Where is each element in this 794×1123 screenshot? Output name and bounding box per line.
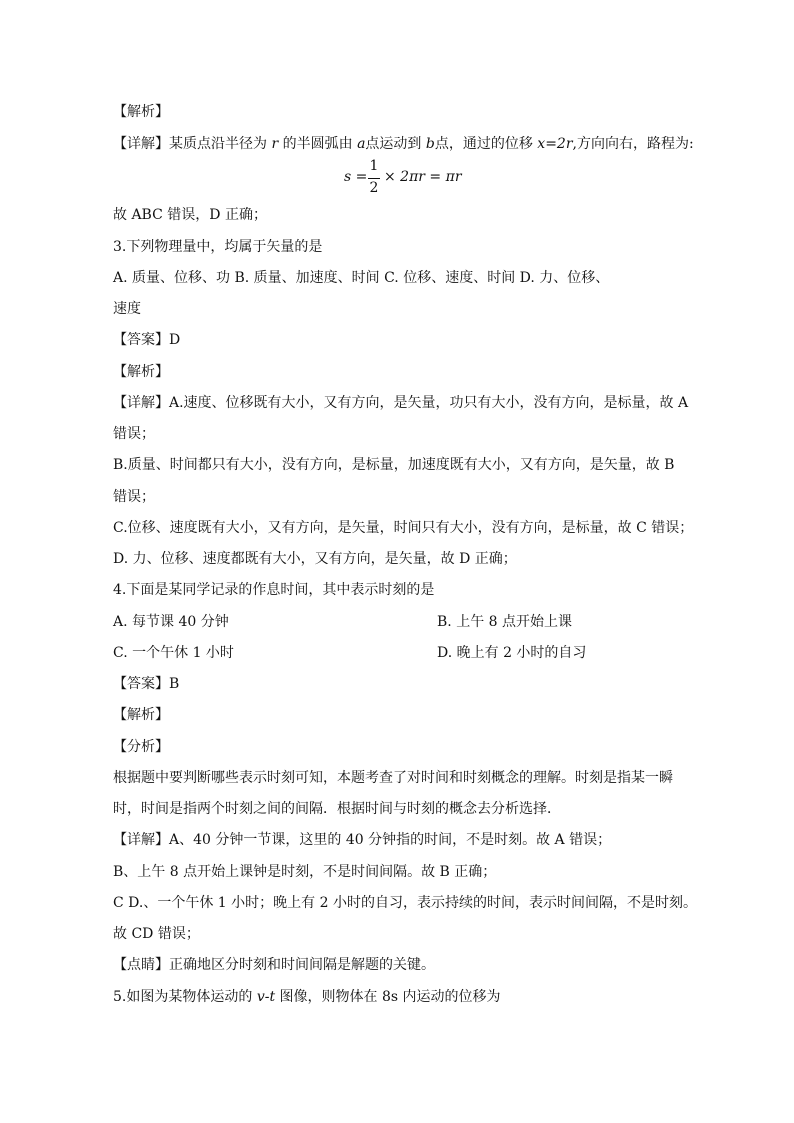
analysis-heading: 【解析】	[113, 104, 169, 120]
q4-detail-cd: C D.、一个午休 1 小时；晚上有 2 小时的自习，表示持续的时间，表示时间间隔，不是时刻。	[113, 895, 697, 911]
q3-detail-b: B.质量、时间都只有大小，没有方向，是标量，加速度既有大小，又有方向，是矢量，故 B	[113, 457, 675, 473]
q4-option-d: D. 晚上有 2 小时的自习	[437, 645, 587, 661]
q2-radius-symbol: r	[271, 136, 279, 152]
q3-detail-c: C.位移、速度既有大小，又有方向，是矢量，时间只有大小，没有方向，是标量，故 C 错误；	[113, 520, 694, 536]
path-length-formula	[344, 158, 484, 202]
q4-stem: 4.下面是某同学记录的作息时间，其中表示时刻的是	[113, 582, 435, 598]
q4-option-c: C. 一个午休 1 小时	[113, 645, 234, 661]
q4-detail-cd-cont: 故 CD 错误；	[113, 926, 200, 942]
q5-stem-prefix: 5.如图为某物体运动的	[113, 989, 257, 1005]
q2-point-a: a	[357, 136, 366, 152]
q4-option-a: A. 每节课 40 分钟	[113, 614, 229, 630]
q2-point-b: b	[425, 136, 435, 152]
q4-option-b: B. 上午 8 点开始上课	[437, 614, 572, 630]
q5-vt-symbol: v-t	[256, 989, 276, 1005]
q2-detail-mid3: 点，通过的位移	[434, 136, 538, 152]
q2-displacement: x=2r	[537, 136, 573, 152]
q3-analysis-heading: 【解析】	[113, 364, 169, 380]
q3-options-cont: 速度	[113, 301, 141, 317]
q3-stem: 3.下列物理量中，均属于矢量的是	[113, 239, 323, 255]
formula-rhs: × 2πr = πr	[384, 169, 462, 185]
q5-stem-suffix: 图像，则物体在 8s 内运动的位移为	[275, 989, 501, 1005]
q3-detail-d: D. 力、位移、速度都既有大小，又有方向，是矢量，故 D 正确；	[113, 551, 517, 567]
q4-fenxi-line2: 时，时间是指两个时刻之间的间隔．根据时间与时刻的概念去分析选择．	[113, 801, 561, 817]
q3-detail-a-cont: 错误；	[113, 426, 155, 442]
q5-stem	[113, 987, 688, 1007]
formula-numerator: 1	[369, 158, 379, 174]
q3-detail-b-cont: 错误；	[113, 489, 155, 505]
q4-fenxi-heading: 【分析】	[113, 739, 169, 755]
q2-detail-mid2: 点运动到	[365, 136, 426, 152]
q3-answer: 【答案】D	[113, 332, 181, 348]
q4-analysis-heading: 【解析】	[113, 707, 169, 723]
q2-conclusion: 故 ABC 错误，D 正确；	[113, 207, 267, 223]
q4-key-point: 【点睛】正确地区分时刻和时间间隔是解题的关键。	[113, 957, 435, 973]
q2-detail-prefix: 【详解】某质点沿半径为	[113, 136, 272, 152]
q4-fenxi-line1: 根据题中要判断哪些表示时刻可知，本题考查了对时间和时刻概念的理解。时刻是指某一瞬	[113, 770, 673, 786]
formula-lhs: s =	[344, 169, 368, 185]
q2-detail-end: ,方向向右，路程为:	[572, 136, 694, 152]
q3-options: A. 质量、位移、功 B. 质量、加速度、时间 C. 位移、速度、时间 D. 力、位移、	[113, 270, 610, 286]
q3-detail-a: 【详解】A.速度、位移既有大小，又有方向，是矢量，功只有大小，没有方向，是标量，故 A	[113, 395, 689, 411]
q2-detail-line	[113, 134, 694, 154]
q4-detail-a: 【详解】A、40 分钟一节课，这里的 40 分钟指的时间，不是时刻。故 A 错误；	[113, 832, 612, 848]
q4-detail-b: B、上午 8 点开始上课钟是时刻，不是时间间隔。故 B 正确；	[113, 864, 497, 880]
formula-denominator: 2	[369, 180, 379, 196]
q2-detail-mid1: 的半圆弧由	[278, 136, 358, 152]
q4-answer: 【答案】B	[113, 676, 180, 692]
fraction-bar	[368, 178, 380, 179]
